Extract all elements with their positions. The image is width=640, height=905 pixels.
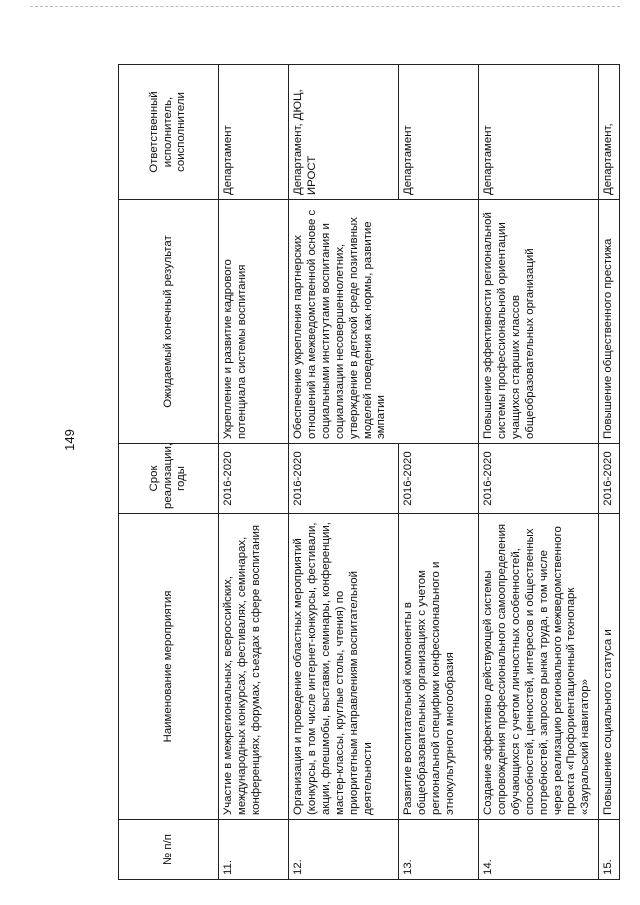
header-term: Срок реализации, годы [119,444,219,514]
row-result: Повышение эффективности региональной системы профессиональной ориентации учащихся старших классов общеобразовательных организаций [479,200,599,444]
row-name: Организация и проведение областных мероприятий (конкурсы, в том числе интернет-конкурсы, фестивали, акции, флешмобы, выставки, семинары, конференции, мастер-классы, круглые столы, чтения) по приоритетным направлениям воспитательной деятельности [289,514,399,820]
measures-table [118,64,620,880]
table-row [289,65,399,880]
row-resp: Департамент [479,65,599,200]
row-resp: Департамент, ДЮЦ, ИРОСТ [289,65,399,200]
row-result: Обеспечение укрепления партнерских отношений на межведомственной основе с социальными институтами воспитания и социализации несовершеннолетних, утверждение в детской среде позитивных моделей поведения как нормы, развитие эмпатии [289,200,479,444]
header-name: Наименование мероприятия [119,514,219,820]
table-row [479,65,599,880]
rotated-table-container [118,65,618,880]
row-term: 2016-2020 [399,444,479,514]
row-num: 14. [479,820,599,880]
row-result: Повышение общественного престижа [599,200,620,444]
row-term: 2016-2020 [479,444,599,514]
row-result: Укрепление и развитие кадрового потенциала системы воспитания [219,200,289,444]
table-row [399,65,479,880]
table-header-row [119,65,219,880]
row-name: Создание эффективно действующей системы сопровождения профессионального самоопределения обучающихся с учетом личностных особенностей, способностей, ценностей, интересов и общественных потребностей, запросов рынка труда, в том числе через реализацию регионального межведомственного проекта «Профориентационный технопарк «Зауральский навигатор» [479,514,599,820]
row-name: Участие в межрегиональных, всероссийских, международных конкурсах, фестивалях, семинарах, конференциях, форумах, съездах в сфере воспитания [219,514,289,820]
header-num: № п/п [119,820,219,880]
row-resp: Департамент [399,65,479,200]
page-number: 149 [62,429,77,451]
row-resp: Департамент [219,65,289,200]
header-result: Ожидаемый конечный результат [119,200,219,444]
scan-edge-artifact [30,6,620,9]
row-term: 2016-2020 [219,444,289,514]
row-name: Развитие воспитательной компоненты в общеобразовательных организациях с учетом региональной специфики конфессионального и этнокультурного многообразия [399,514,479,820]
row-num: 15. [599,820,620,880]
row-name: Повышение социального статуса и [599,514,620,820]
row-num: 13. [399,820,479,880]
row-resp: Департамент, [599,65,620,200]
row-term: 2016-2020 [289,444,399,514]
table-row [219,65,289,880]
row-term: 2016-2020 [599,444,620,514]
row-num: 11. [219,820,289,880]
row-num: 12. [289,820,399,880]
header-resp: Ответственный исполнитель, соисполнители [119,65,219,200]
table-row [599,65,620,880]
